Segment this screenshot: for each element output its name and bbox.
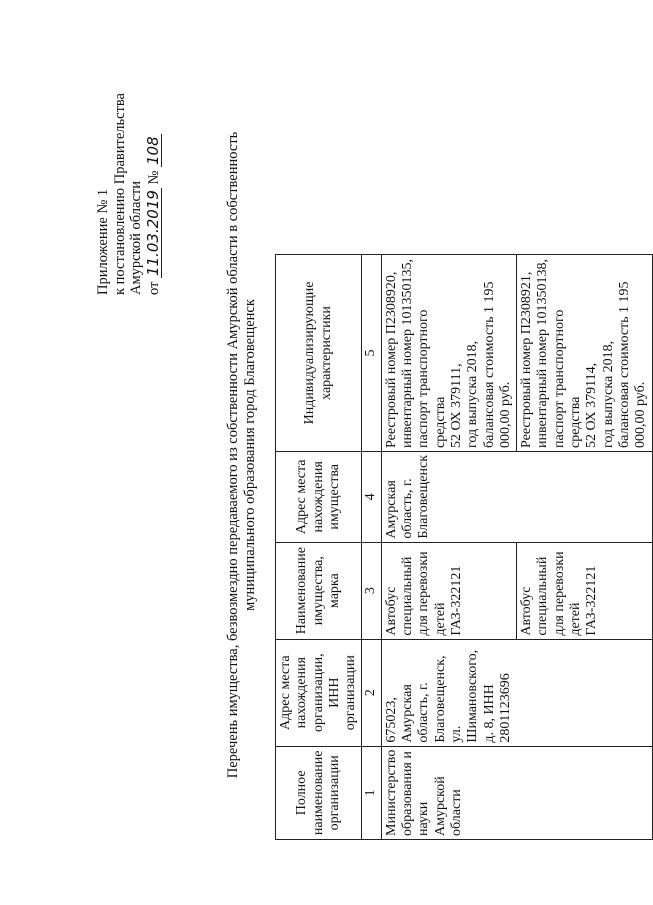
appendix-region: Амурской области: [128, 181, 144, 295]
header-org-name: Полное наименование организации: [276, 746, 362, 839]
registry-number: Реестровый номер П2308920,: [383, 271, 399, 448]
appendix-resolution: к постановлению Правительства: [111, 93, 128, 295]
col-number: 1: [362, 746, 381, 839]
org-address-cell: 675023, Амурская область, г. Благовещенск, ул. Шимановского, д. 8, ИНН 2801123696: [381, 639, 652, 746]
title-line-2: муниципального образования город Благовещенск: [241, 299, 258, 611]
vehicle-passport-label: паспорт транспортного средства: [416, 309, 448, 448]
vehicle-passport-label: паспорт транспортного средства: [551, 309, 584, 448]
inventory-number: инвентарный номер 101350135,: [400, 259, 416, 448]
number-handwritten: 108: [143, 136, 162, 165]
table-header-row: [276, 254, 362, 839]
characteristics-cell: [381, 254, 516, 451]
registry-number: Реестровый номер П2308921,: [519, 271, 535, 448]
inventory-number: инвентарный номер 101350138,: [535, 259, 551, 448]
appendix-date-line: [145, 93, 163, 295]
header-property-name: Наименование имущества, марка: [276, 542, 362, 639]
table-row: [381, 254, 516, 839]
appendix-block: [95, 93, 162, 295]
header-property-location: Адрес места нахождения имущества: [276, 451, 362, 542]
appendix-title: Приложение № 1: [95, 188, 111, 295]
col-number: 2: [362, 639, 381, 746]
col-number: 5: [362, 254, 381, 451]
production-year: год выпуска 2018,: [600, 340, 616, 448]
property-name-cell: Автобус специальный для перевозки детей ГАЗ-322121: [381, 542, 516, 639]
property-location-cell: Амурская область, г. Благовещенск: [381, 451, 652, 542]
book-value: балансовая стоимость 1 195 000,00 руб.: [616, 281, 649, 448]
vehicle-passport-number: 52 ОХ 379111,: [448, 363, 464, 448]
table-number-row: [362, 254, 381, 839]
title-line-1: Перечень имущества, безвозмездно передаваемого из собственности Амурской области в собственность: [225, 131, 241, 779]
org-name-cell: Министерство образования и науки Амурской области: [381, 746, 652, 839]
characteristics-cell: [517, 254, 652, 451]
book-value: балансовая стоимость 1 195 000,00 руб.: [481, 281, 513, 448]
property-table: [275, 254, 653, 840]
document-title: [225, 75, 258, 835]
production-year: год выпуска 2018,: [465, 340, 481, 448]
property-name-cell: Автобус специальный для перевозки детей ГАЗ-322121: [517, 542, 652, 639]
col-number: 3: [362, 542, 381, 639]
col-number: 4: [362, 451, 381, 542]
date-handwritten: 11.03.2019: [143, 190, 162, 276]
number-prefix: №: [145, 170, 162, 185]
header-characteristics: Индивидуализирующие характеристики: [276, 254, 362, 451]
header-org-address: Адрес места нахождения организации, ИНН организации: [276, 639, 362, 746]
vehicle-passport-number: 52 ОХ 379114,: [584, 362, 600, 448]
date-prefix: от: [145, 281, 162, 295]
